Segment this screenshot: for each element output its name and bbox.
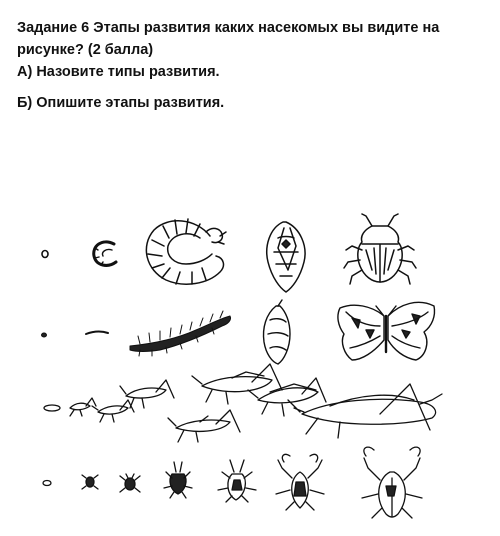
grasshopper-nymph-3 xyxy=(120,380,174,408)
bug-row xyxy=(43,447,422,518)
pupa-image xyxy=(267,222,305,292)
bug-nymph-5 xyxy=(276,454,324,510)
question-a: А) Назовите типы развития. xyxy=(17,64,220,80)
small-caterpillar-image xyxy=(86,332,108,334)
grasshopper-nymph-1 xyxy=(70,398,96,416)
task-header: Задание 6 Этапы развития каких насекомых вы видите на рисунке? (2 балла) xyxy=(17,20,440,58)
larva-image xyxy=(146,219,226,284)
bug-nymph-1 xyxy=(82,475,98,489)
adult-butterfly-image xyxy=(338,302,435,360)
beetle-egg xyxy=(42,251,48,258)
bug-nymph-4 xyxy=(218,460,256,502)
bug-egg xyxy=(43,481,51,486)
bug-nymph-2 xyxy=(120,474,140,492)
grasshopper-nymph-2 xyxy=(92,400,134,422)
grasshopper-row xyxy=(44,364,442,442)
small-adult-grasshopper xyxy=(248,378,326,416)
grasshopper-nymph-5 xyxy=(192,364,282,404)
grasshopper-nymph-4 xyxy=(168,410,240,442)
adult-grasshopper-image xyxy=(288,384,442,438)
beetle-row xyxy=(42,214,416,292)
question-b: Б) Опишите этапы развития. xyxy=(17,95,225,111)
young-larva-image xyxy=(94,242,116,265)
butterfly-row xyxy=(42,300,435,364)
adult-beetle-image xyxy=(344,214,416,284)
butterfly-egg xyxy=(42,333,47,337)
caterpillar-image xyxy=(130,311,231,356)
adult-bug-image xyxy=(362,447,422,518)
grasshopper-egg xyxy=(44,405,60,411)
insect-development-figure xyxy=(0,200,500,536)
bug-nymph-3 xyxy=(164,462,192,498)
chrysalis-image xyxy=(264,300,291,364)
